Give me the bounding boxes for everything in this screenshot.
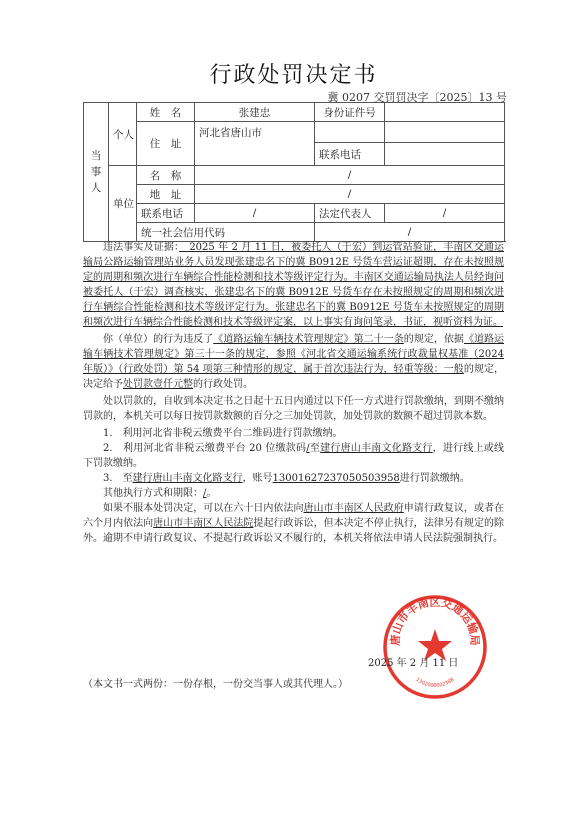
- unit-name-value: /: [195, 166, 505, 185]
- legal-rep-value: /: [385, 204, 505, 223]
- address-value: 河北省唐山市: [195, 122, 315, 166]
- seal-text: 唐山市丰南区交通运输局: [388, 595, 482, 646]
- unit-address-label: 地 址: [137, 185, 195, 204]
- credit-code-label: 统一社会信用代码: [137, 223, 315, 242]
- violation-facts: 违法事实及证据： 2025 年 2 月 11 日，被委托人（于宏）到运管站验证，丰南区交通运输局公路运输管理站业务人员发现张建忠名下的冀 B0912E 号货车营运证超期，存在未按照规定的周期和频次进行车辆综合性能检测和技术等级评定行为。丰南区交通运输局执法人员经询问被委托人（于宏）调查核实，张建忠名下的冀 B0912E 号货车存在未按照规定的周期和频次进行车辆综合性能检测和技术等级评定行为。张建忠名下的冀 B0912E 号货车未按照规定的周期和频次进行车辆综合性能检测和技术等级评定案，以上事实有询问笔录，书证，视听资料为证。: [83, 242, 504, 328]
- unit-phone-value: /: [195, 204, 315, 223]
- phone-label: 联系电话: [315, 143, 385, 166]
- document-title: 行政处罚决定书: [209, 63, 378, 88]
- decision-body: [83, 240, 504, 546]
- unit-name-label: 名 称: [137, 166, 195, 185]
- unit-phone-label: 联系电话: [137, 204, 195, 223]
- address-label: 住 址: [137, 122, 195, 166]
- id-label: 身份证件号: [315, 103, 385, 122]
- legal-basis: 你（单位）的行为违反了《道路运输车辆技术管理规定》第二十一条的规定，依据《道路运输车辆技术管理规定》第三十一条的规定，参照《河北省交通运输系统行政裁量权基准（2024 年版）》（行政处罚）第 54 项第三种情形的规定，属于首次违法行为，轻重等级：一般的规定，决定给予处罚款壹仟元整的行政处罚。: [83, 334, 505, 390]
- official-seal-icon: [380, 592, 490, 702]
- payment-option-2: 2. 利用河北省非税云缴费平台 20 位缴款码/至建行唐山丰南文化路支行，进行线上或线下罚款缴纳。: [83, 443, 505, 469]
- individual-label: 个人: [109, 103, 137, 166]
- unit-label: 单位: [109, 166, 137, 242]
- seal-code: 1302000002388: [414, 676, 456, 689]
- document-number: 冀 0207 交罚罚决字〔2025〕13 号: [327, 91, 507, 104]
- payment-rule: 处以罚款的，自收到本决定书之日起十五日内通过以下任一方式进行罚款缴纳，到期不缴纳罚款的，本机关可以每日按罚款数额的百分之三加处罚款，加处罚款的数额不超过罚款本数。: [83, 396, 504, 422]
- other-execution: 其他执行方式和期限：/。: [103, 488, 217, 499]
- legal-rep-label: 法定代表人: [315, 204, 385, 223]
- footnote: （本文书一式两份：一份存根，一份交当事人或其代理人。）: [83, 679, 348, 690]
- svg-text:1302000002388: [415, 677, 456, 689]
- unit-address-value: /: [195, 185, 505, 204]
- name-value: 张建忠: [195, 103, 315, 122]
- name-label: 姓 名: [137, 103, 195, 122]
- credit-code-value: /: [315, 223, 505, 242]
- party-info-table: [83, 102, 505, 242]
- decision-date: 2025 年 2 月 11 日: [368, 658, 459, 669]
- payment-option-3: 3. 至建行唐山丰南文化路支行，账号13001627237050503958进行罚款缴纳。: [103, 473, 470, 484]
- appeal-notice: 如果不服本处罚决定，可以在六十日内依法向唐山市丰南区人民政府申请行政复议，或者在六个月内依法向唐山市丰南区人民法院提起行政诉讼，但本决定不停止执行，法律另有规定的除外。逾期不申请行政复议、不提起行政诉讼又不履行的，本机关将依法申请人民法院强制执行。: [83, 503, 505, 544]
- id-value: [385, 103, 505, 122]
- party-label: 当事人: [84, 103, 109, 242]
- payment-option-1: 1. 利用河北省非税云缴费平台二维码进行罚款缴纳。: [103, 428, 343, 439]
- phone-value: [385, 143, 505, 166]
